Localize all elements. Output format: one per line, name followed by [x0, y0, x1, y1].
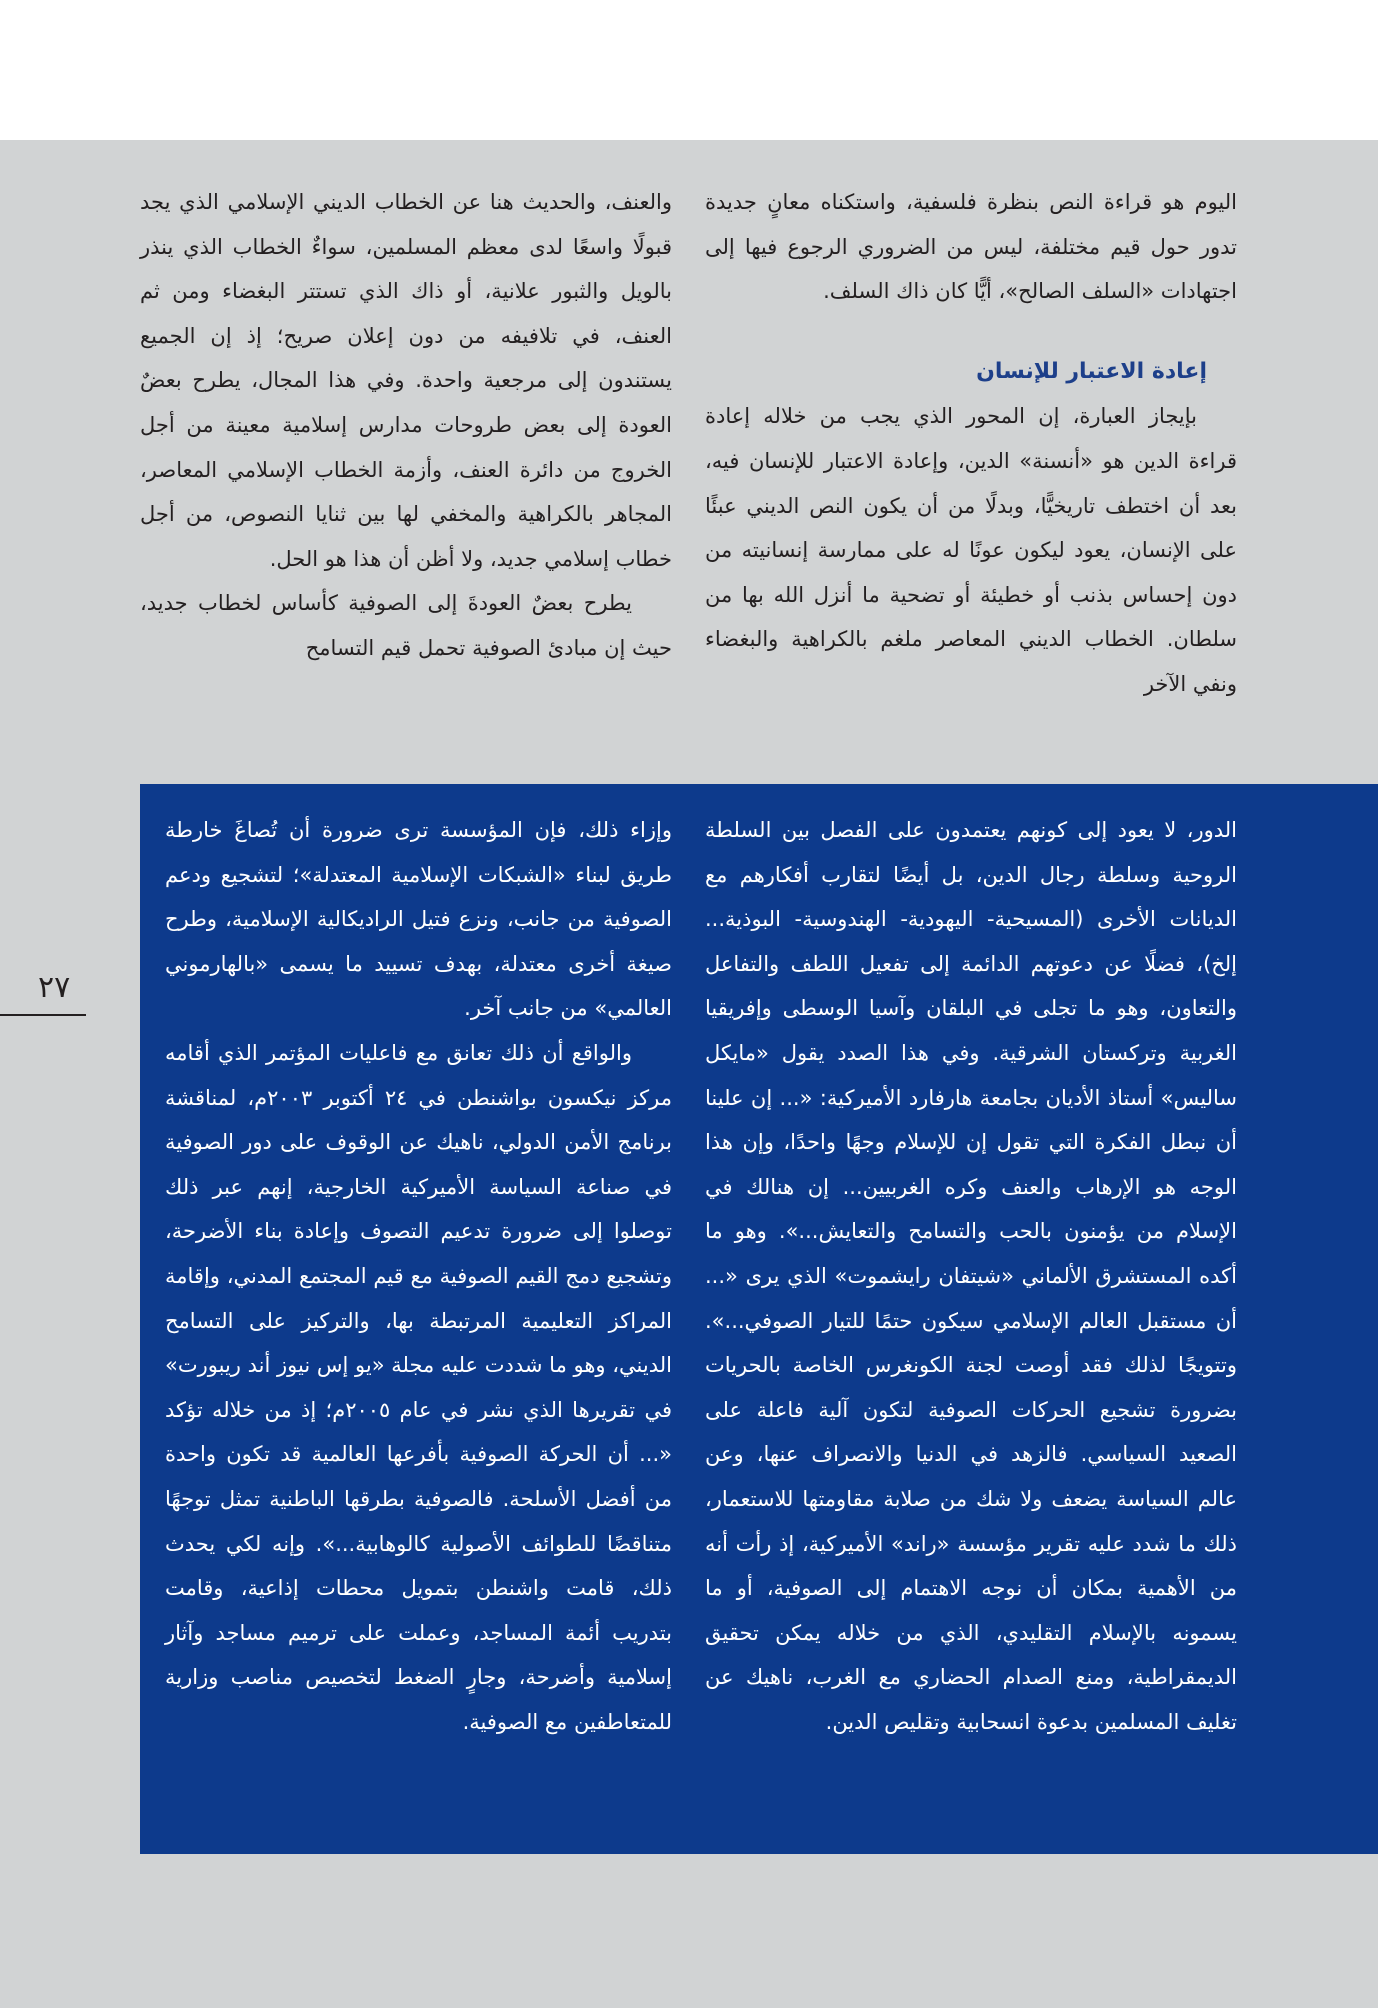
- box-left-column: [165, 808, 672, 1744]
- paragraph: يطرح بعضٌ العودةَ إلى الصوفية كأساس لخطاب جديد، حيث إن مبادئ الصوفية تحمل قيم التسامح: [140, 591, 672, 660]
- paragraph: بإيجاز العبارة، إن المحور الذي يجب من خلاله إعادة قراءة الدين هو «أنسنة» الدين، وإعادة الاعتبار للإنسان فيه، بعد أن اختطف تاريخيًّا، وبدلًا من أن يكون النص الديني عبئًا على الإنسان، يعود ليكون عونًا له على ممارسة إنسانيته من دون إحساس بذنب أو خطيئة أو تضحية ما أنزل الله بها من سلطان. الخطاب الديني المعاصر ملغم بالكراهية والبغضاء ونفي الآخر: [705, 404, 1237, 696]
- page-number: ٢٧: [38, 970, 71, 1005]
- section-heading: إعادة الاعتبار للإنسان: [976, 358, 1207, 384]
- paragraph: الدور، لا يعود إلى كونهم يعتمدون على الفصل بين السلطة الروحية وسلطة رجال الدين، بل أيضًا لتقارب أفكارهم مع الديانات الأخرى (المسيحية- اليهودية- الهندوسية- البوذية... إلخ)، فضلًا عن دعوتهم الدائمة إلى تفعيل اللطف والتفاعل والتعاون، وهو ما تجلى في البلقان وآسيا الوسطى وإفريقيا الغربية وتركستان الشرقية. وفي هذا الصدد يقول «مايكل ساليس» أستاذ الأديان بجامعة هارفارد الأميركية: «... إن علينا أن نبطل الفكرة التي تقول إن للإسلام وجهًا واحدًا، وإن هذا الوجه هو الإرهاب والعنف وكره الغربيين... إن هنالك في الإسلام من يؤمنون بالحب والتسامح والتعايش...». وهو ما أكده المستشرق الألماني «شيتفان رايشموت» الذي يرى «... أن مستقبل العالم الإسلامي سيكون حتمًا للتيار الصوفي...». وتتويجًا لذلك فقد أوصت لجنة الكونغرس الخاصة بالحريات بضرورة تشجيع الحركات الصوفية لتكون آلية فاعلة على الصعيد السياسي. فالزهد في الدنيا والانصراف عنها، وعن عالم السياسة يضعف ولا شك من صلابة مقاومتها للاستعمار، ذلك ما شدد عليه تقرير مؤسسة «راند» الأميركية، إذ رأت أنه من الأهمية بمكان أن نوجه الاهتمام إلى الصوفية، أو ما يسمونه بالإسلام التقليدي، الذي من خلاله يمكن تحقيق الديمقراطية، ومنع الصدام الحضاري مع الغرب، ناهيك عن تغليف المسلمين بدعوة انسحابية وتقليص الدين.: [705, 818, 1237, 1734]
- paragraph: اليوم هو قراءة النص بنظرة فلسفية، واستكناه معانٍ جديدة تدور حول قيم مختلفة، ليس من الضروري الرجوع فيها إلى اجتهادات «السلف الصالح»، أيًّا كان ذاك السلف.: [705, 190, 1237, 304]
- paragraph: وإزاء ذلك، فإن المؤسسة ترى ضرورة أن تُصاغَ خارطة طريق لبناء «الشبكات الإسلامية المعتدلة»؛ لتشجيع ودعم الصوفية من جانب، ونزع فتيل الراديكالية الإسلامية، وطرح صيغة أخرى معتدلة، بهدف تسييد ما يسمى «بالهارموني العالمي» من جانب آخر.: [165, 818, 672, 1021]
- top-right-column: [705, 180, 1237, 707]
- paragraph: والعنف، والحديث هنا عن الخطاب الديني الإسلامي الذي يجد قبولًا واسعًا لدى معظم المسلمين، سواءٌ الخطاب الذي ينذر بالويل والثبور علانية، أو ذاك الذي تستتر البغضاء ومن ثم العنف، في تلافيفه من دون إعلان صريح؛ إذ إن الجميع يستندون إلى مرجعية واحدة. وفي هذا المجال، يطرح بعضٌ العودة إلى بعض طروحات مدارس إسلامية معينة من أجل الخروج من دائرة العنف، وأزمة الخطاب الإسلامي المعاصر، المجاهر بالكراهية والمخفي لها بين ثنايا النصوص، من أجل خطاب إسلامي جديد، ولا أظن أن هذا هو الحل.: [140, 190, 672, 571]
- page-number-rule: [0, 1014, 86, 1016]
- paragraph: والواقع أن ذلك تعانق مع فاعليات المؤتمر الذي أقامه مركز نيكسون بواشنطن في ٢٤ أكتوبر ٢٠٠٣م، لمناقشة برنامج الأمن الدولي، ناهيك عن الوقوف على دور الصوفية في صناعة السياسة الأميركية الخارجية، إنهم عبر ذلك توصلوا إلى ضرورة تدعيم التصوف وإعادة بناء الأضرحة، وتشجيع دمج القيم الصوفية مع قيم المجتمع المدني، وإقامة المراكز التعليمية المرتبطة بها، والتركيز على التسامح الديني، وهو ما شددت عليه مجلة «يو إس نيوز أند ريبورت» في تقريرها الذي نشر في عام ٢٠٠٥م؛ إذ من خلاله تؤكد «... أن الحركة الصوفية بأفرعها العالمية قد تكون واحدة من أفضل الأسلحة. فالصوفية بطرقها الباطنية تمثل توجهًا متناقضًا للطوائف الأصولية كالوهابية...». وإنه لكي يحدث ذلك، قامت واشنطن بتمويل محطات إذاعية، وقامت بتدريب أئمة المساجد، وعملت على ترميم مساجد وآثار إسلامية وأضرحة، وجارٍ الضغط لتخصيص مناصب وزارية للمتعاطفين مع الصوفية.: [165, 1040, 672, 1734]
- top-left-column: [140, 180, 672, 671]
- box-right-column: [705, 808, 1237, 1744]
